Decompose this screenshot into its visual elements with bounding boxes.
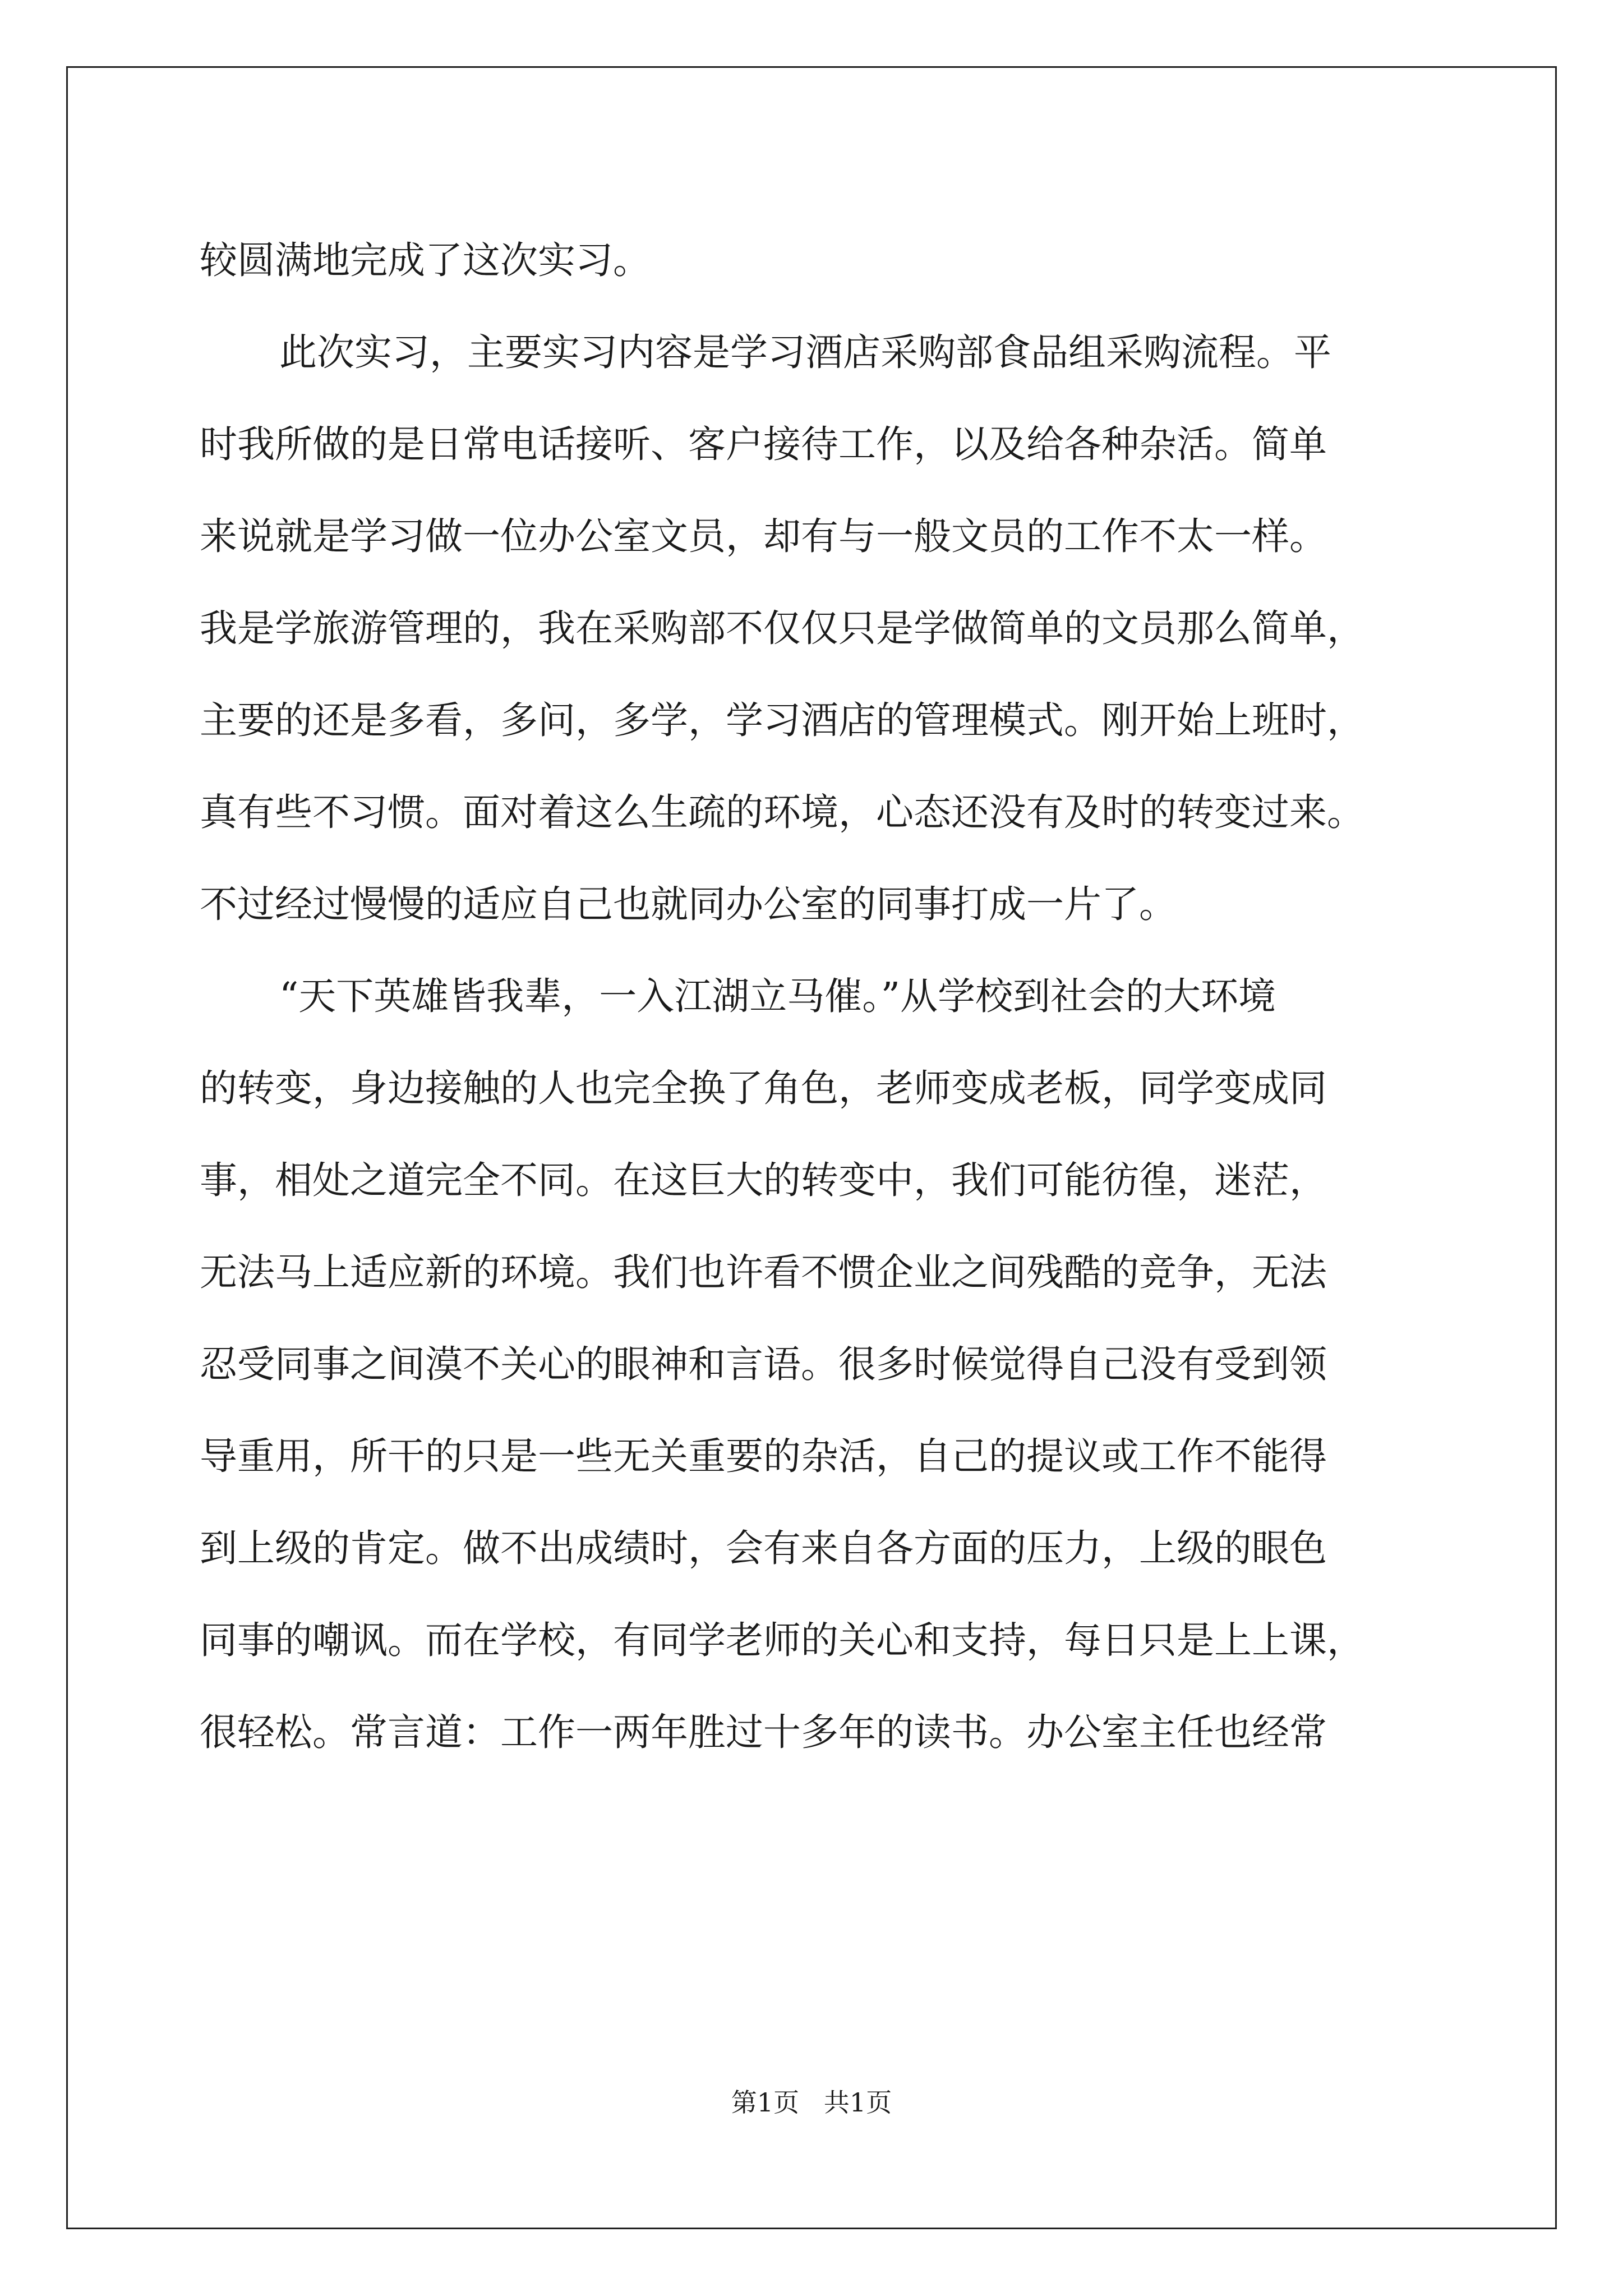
text-line: 主要的还是多看，多问，多学，学习酒店的管理模式。刚开始上班时， bbox=[200, 698, 1364, 742]
text-line: 我是学旅游管理的，我在采购部不仅仅只是学做简单的文员那么简单， bbox=[200, 606, 1364, 650]
text-line: 时我所做的是日常电话接听、客户接待工作，以及给各种杂活。简单 bbox=[200, 422, 1327, 466]
text-line: 较圆满地完成了这次实习。 bbox=[200, 238, 651, 282]
text-line: 来说就是学习做一位办公室文员，却有与一般文员的工作不太一样。 bbox=[200, 514, 1327, 558]
text-line: 同事的嘲讽。而在学校，有同学老师的关心和支持，每日只是上上课， bbox=[200, 1618, 1364, 1662]
text-line: 很轻松。常言道：工作一两年胜过十多年的读书。办公室主任也经常 bbox=[200, 1710, 1327, 1754]
text-line: 真有些不习惯。面对着这么生疏的环境，心态还没有及时的转变过来。 bbox=[200, 790, 1364, 834]
document-body bbox=[200, 214, 1461, 1778]
text-line: 无法马上适应新的环境。我们也许看不惯企业之间残酷的竞争，无法 bbox=[200, 1250, 1327, 1294]
text-line: 的转变，身边接触的人也完全换了角色，老师变成老板，同学变成同 bbox=[200, 1066, 1327, 1110]
text-line: 不过经过慢慢的适应自己也就同办公室的同事打成一片了。 bbox=[200, 882, 1177, 926]
text-line: 忍受同事之间漠不关心的眼神和言语。很多时候觉得自己没有受到领 bbox=[200, 1342, 1327, 1386]
text-line: 到上级的肯定。做不出成绩时，会有来自各方面的压力，上级的眼色 bbox=[200, 1526, 1327, 1570]
text-line: 事，相处之道完全不同。在这巨大的转变中，我们可能彷徨，迷茫， bbox=[200, 1158, 1327, 1202]
text-line: 此次实习，主要实习内容是学习酒店采购部食品组采购流程。平 bbox=[279, 330, 1331, 374]
page-number-footer: 第1页 共1页 bbox=[731, 2087, 892, 2118]
text-line: “天下英雄皆我辈，一入江湖立马催。”从学校到社会的大环境 bbox=[279, 974, 1276, 1018]
text-line: 导重用，所干的只是一些无关重要的杂活，自己的提议或工作不能得 bbox=[200, 1434, 1327, 1478]
